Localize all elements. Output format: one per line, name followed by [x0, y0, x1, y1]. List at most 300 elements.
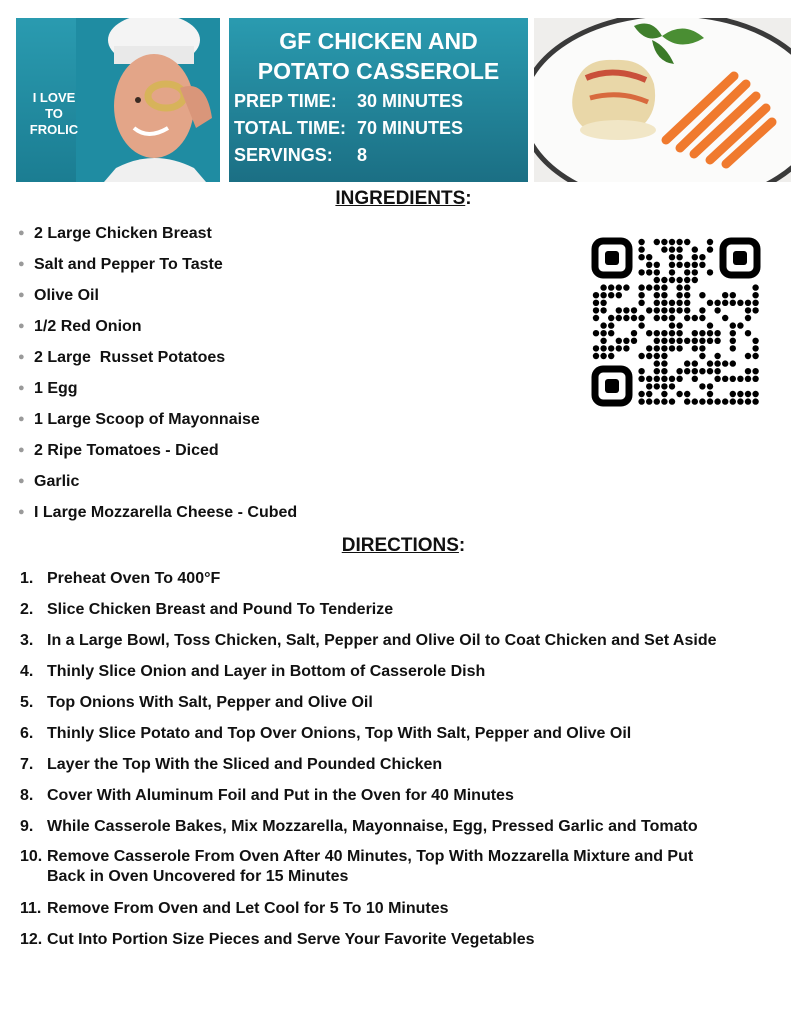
qr-dot: [684, 338, 690, 344]
qr-dot: [669, 269, 675, 275]
step-number: 1.: [20, 570, 34, 587]
ingredient-text: 2 Large Russet Potatoes: [34, 349, 226, 366]
qr-dot: [654, 338, 660, 344]
qr-dot: [684, 239, 690, 245]
qr-dot: [638, 391, 644, 397]
qr-dot: [646, 269, 652, 275]
qr-dot: [676, 376, 682, 382]
qr-dot: [692, 398, 698, 404]
qr-dot: [745, 307, 751, 313]
food-photo: [534, 18, 791, 182]
qr-code-icon[interactable]: [590, 236, 762, 408]
qr-dot: [752, 398, 758, 404]
qr-dot: [661, 307, 667, 313]
qr-dot: [654, 398, 660, 404]
list-item: [18, 404, 297, 435]
qr-dot: [600, 345, 606, 351]
ingredient-text: 1 Large Scoop of Mayonnaise: [34, 411, 260, 428]
list-item: [20, 893, 790, 924]
qr-dot: [745, 315, 751, 321]
qr-dot: [661, 292, 667, 298]
qr-dot: [707, 383, 713, 389]
title-panel: [229, 18, 528, 182]
qr-dot: [737, 376, 743, 382]
qr-dot: [745, 330, 751, 336]
chef-panel: [16, 18, 220, 182]
qr-dot: [608, 345, 614, 351]
list-item: [18, 342, 297, 373]
qr-dot: [676, 239, 682, 245]
qr-dot: [654, 239, 660, 245]
qr-dot: [616, 315, 622, 321]
step-text: Slice Chicken Breast and Pound To Tenderize: [47, 601, 394, 618]
qr-dot: [616, 292, 622, 298]
qr-dot: [608, 330, 614, 336]
step-number: 10.: [20, 848, 43, 865]
meta-label: PREP TIME:: [234, 91, 337, 111]
qr-dot: [684, 284, 690, 290]
list-item: [18, 466, 297, 497]
qr-dot: [646, 391, 652, 397]
step-text: Remove From Oven and Let Cool for 5 To 10 Minutes: [47, 900, 449, 917]
qr-dot: [730, 338, 736, 344]
qr-dot: [676, 391, 682, 397]
food-panel: [534, 18, 791, 182]
qr-dot: [752, 353, 758, 359]
qr-dot: [654, 292, 660, 298]
qr-dot: [600, 300, 606, 306]
directions-list: [20, 563, 790, 955]
ingredient-text: 2 Ripe Tomatoes - Diced: [34, 442, 219, 459]
bullet-icon: ●: [18, 413, 25, 425]
ingredient-text: Salt and Pepper To Taste: [34, 256, 223, 273]
qr-dot: [714, 300, 720, 306]
qr-dot: [661, 246, 667, 252]
qr-dot: [707, 239, 713, 245]
qr-dot: [699, 292, 705, 298]
qr-dot: [623, 345, 629, 351]
qr-dot: [692, 277, 698, 283]
qr-dot: [608, 284, 614, 290]
list-item: [20, 625, 790, 656]
qr-dot: [714, 360, 720, 366]
qr-dot: [745, 376, 751, 382]
qr-dot: [676, 284, 682, 290]
qr-dot: [699, 307, 705, 313]
qr-dot: [616, 284, 622, 290]
qr-dot: [608, 353, 614, 359]
qr-dot: [646, 254, 652, 260]
ingredient-text: Olive Oil: [34, 287, 99, 304]
bullet-icon: ●: [18, 227, 25, 239]
step-number: 11.: [20, 900, 42, 917]
qr-dot: [745, 353, 751, 359]
qr-dot: [646, 284, 652, 290]
qr-dot: [752, 391, 758, 397]
qr-dot: [707, 398, 713, 404]
qr-dot: [692, 368, 698, 374]
step-text: In a Large Bowl, Toss Chicken, Salt, Pepper and Olive Oil to Coat Chicken and Set Aside: [47, 632, 717, 649]
step-text-line: Remove Casserole From Oven After 40 Minutes, Top With Mozzarella Mixture and Put: [47, 848, 694, 865]
qr-dot: [752, 292, 758, 298]
qr-dot: [752, 376, 758, 382]
qr-dot: [737, 300, 743, 306]
qr-dot: [669, 307, 675, 313]
qr-dot: [631, 330, 637, 336]
qr-dot: [638, 376, 644, 382]
qr-dot: [669, 322, 675, 328]
meta-value: 8: [357, 145, 368, 165]
qr-dot: [684, 307, 690, 313]
qr-dot: [616, 345, 622, 351]
qr-dot: [638, 284, 644, 290]
recipe-meta: [234, 88, 463, 169]
qr-dot: [654, 376, 660, 382]
qr-dot: [699, 262, 705, 268]
qr-dot: [646, 383, 652, 389]
list-item: [18, 373, 297, 404]
qr-dot: [684, 391, 690, 397]
list-item: [20, 718, 790, 749]
qr-dot: [692, 246, 698, 252]
qr-dot: [616, 307, 622, 313]
qr-dot: [752, 300, 758, 306]
qr-dot: [707, 246, 713, 252]
qr-dot: [730, 345, 736, 351]
qr-dot: [699, 353, 705, 359]
qr-dot: [707, 330, 713, 336]
qr-dot: [600, 292, 606, 298]
qr-dot: [676, 300, 682, 306]
qr-dot: [669, 345, 675, 351]
qr-dot: [752, 307, 758, 313]
qr-dot: [752, 368, 758, 374]
qr-dot: [669, 376, 675, 382]
qr-dot: [669, 239, 675, 245]
qr-dot: [654, 307, 660, 313]
qr-dot: [593, 345, 599, 351]
list-item: [18, 497, 297, 528]
qr-dot: [684, 368, 690, 374]
qr-dot: [730, 398, 736, 404]
qr-dot: [661, 353, 667, 359]
step-number: 12.: [20, 931, 43, 948]
list-item: [18, 435, 297, 466]
qr-dot: [684, 292, 690, 298]
qr-dot: [669, 338, 675, 344]
qr-dot: [654, 269, 660, 275]
list-item: [20, 780, 790, 811]
qr-dot: [692, 376, 698, 382]
qr-dot: [707, 300, 713, 306]
meta-value: 70 MINUTES: [357, 118, 464, 138]
qr-dot: [623, 338, 629, 344]
list-item: [20, 811, 790, 842]
qr-dot: [707, 269, 713, 275]
ingredients-list: [18, 218, 297, 528]
list-item: [20, 924, 790, 955]
chef-photo: [76, 18, 220, 182]
qr-dot: [745, 368, 751, 374]
step-number: 5.: [20, 694, 34, 711]
qr-dot: [654, 284, 660, 290]
qr-dot: [661, 368, 667, 374]
qr-dot: [669, 330, 675, 336]
qr-dot: [730, 391, 736, 397]
qr-dot: [684, 269, 690, 275]
qr-dot: [631, 338, 637, 344]
qr-dot: [745, 300, 751, 306]
step-text: While Casserole Bakes, Mix Mozzarella, Mayonnaise, Egg, Pressed Garlic and Tomato: [47, 818, 698, 835]
qr-dot: [616, 338, 622, 344]
step-text: Thinly Slice Potato and Top Over Onions, Top With Salt, Pepper and Olive Oil: [47, 725, 632, 742]
badge-line: FROLIC: [29, 122, 79, 137]
bullet-icon: ●: [18, 351, 25, 363]
qr-dot: [654, 360, 660, 366]
qr-dot: [737, 391, 743, 397]
qr-dot: [631, 307, 637, 313]
recipe-title: [229, 26, 528, 86]
step-text: Layer the Top With the Sliced and Pounded Chicken: [47, 756, 443, 773]
step-number: 4.: [20, 663, 34, 680]
list-item: [20, 594, 790, 625]
step-text: Preheat Oven To 400°F: [47, 570, 221, 587]
qr-dot: [676, 368, 682, 374]
qr-dot: [654, 368, 660, 374]
total-time-row: [234, 115, 463, 142]
list-item: [20, 842, 790, 893]
qr-dot: [669, 254, 675, 260]
qr-dot: [623, 307, 629, 313]
list-item: [20, 656, 790, 687]
list-item: [20, 749, 790, 780]
qr-dot: [661, 315, 667, 321]
qr-dot: [714, 338, 720, 344]
heading-colon: :: [458, 535, 466, 556]
qr-dot: [676, 246, 682, 252]
qr-dot: [684, 360, 690, 366]
recipe-header: [16, 18, 791, 184]
list-item: [20, 563, 790, 594]
directions-heading-text: DIRECTIONS: [341, 535, 459, 556]
qr-dot: [692, 345, 698, 351]
step-number: 2.: [20, 601, 34, 618]
qr-dot: [646, 307, 652, 313]
qr-dot: [692, 269, 698, 275]
list-item: [20, 687, 790, 718]
qr-dot: [722, 300, 728, 306]
qr-dot: [745, 391, 751, 397]
qr-dot: [661, 300, 667, 306]
qr-dot: [684, 262, 690, 268]
list-item: [18, 280, 297, 311]
qr-dot: [707, 322, 713, 328]
qr-dot: [661, 239, 667, 245]
qr-dot: [661, 284, 667, 290]
qr-dot: [684, 277, 690, 283]
qr-dot: [654, 345, 660, 351]
bullet-icon: ●: [18, 382, 25, 394]
qr-dot: [707, 338, 713, 344]
meta-label: TOTAL TIME:: [234, 118, 346, 138]
qr-dot: [722, 315, 728, 321]
qr-dot: [638, 292, 644, 298]
list-item: [18, 249, 297, 280]
qr-dot: [608, 322, 614, 328]
qr-dot: [722, 398, 728, 404]
qr-dot: [638, 315, 644, 321]
qr-dot: [661, 330, 667, 336]
qr-dot: [654, 315, 660, 321]
step-text: Thinly Slice Onion and Layer in Bottom of Casserole Dish: [47, 663, 486, 680]
title-line: POTATO CASSEROLE: [257, 58, 500, 84]
qr-dot: [593, 353, 599, 359]
qr-dot: [722, 292, 728, 298]
bullet-icon: ●: [18, 320, 25, 332]
qr-dot: [714, 376, 720, 382]
qr-dot: [707, 391, 713, 397]
qr-dot: [692, 338, 698, 344]
ingredient-text: 1 Egg: [34, 380, 78, 397]
title-line: GF CHICKEN AND: [279, 28, 478, 54]
qr-dot: [684, 300, 690, 306]
qr-dot: [714, 353, 720, 359]
qr-dot: [646, 345, 652, 351]
qr-dot: [730, 376, 736, 382]
qr-dot: [638, 269, 644, 275]
list-item: [18, 311, 297, 342]
bullet-icon: ●: [18, 506, 25, 518]
qr-dot: [752, 284, 758, 290]
qr-dot: [593, 307, 599, 313]
qr-dot: [593, 300, 599, 306]
qr-dot: [676, 307, 682, 313]
qr-dot: [699, 330, 705, 336]
meta-label: SERVINGS:: [234, 145, 333, 165]
directions-heading: [0, 535, 807, 557]
qr-dot: [676, 292, 682, 298]
qr-dot: [730, 330, 736, 336]
frolic-badge: [24, 90, 84, 138]
heading-colon: :: [465, 188, 472, 209]
qr-dot: [661, 360, 667, 366]
ingredients-heading: [0, 188, 807, 210]
qr-dot: [646, 398, 652, 404]
qr-dot: [669, 277, 675, 283]
step-number: 8.: [20, 787, 34, 804]
qr-dot: [730, 300, 736, 306]
qr-dot: [646, 376, 652, 382]
qr-dot: [692, 360, 698, 366]
step-number: 7.: [20, 756, 34, 773]
qr-dot: [593, 292, 599, 298]
qr-dot: [638, 353, 644, 359]
step-text: Top Onions With Salt, Pepper and Olive Oil: [47, 694, 373, 711]
qr-dot: [593, 315, 599, 321]
qr-dot: [699, 398, 705, 404]
qr-dot: [669, 383, 675, 389]
bullet-icon: ●: [18, 444, 25, 456]
qr-dot: [638, 246, 644, 252]
qr-dot: [623, 284, 629, 290]
bullet-icon: ●: [18, 258, 25, 270]
qr-dot: [752, 338, 758, 344]
qr-dot: [676, 338, 682, 344]
qr-dot: [699, 383, 705, 389]
qr-dot: [661, 391, 667, 397]
qr-dot: [654, 277, 660, 283]
qr-dot: [600, 322, 606, 328]
step-number: 9.: [20, 818, 34, 835]
bullet-icon: ●: [18, 289, 25, 301]
qr-dot: [661, 383, 667, 389]
qr-dot: [661, 345, 667, 351]
qr-dot: [722, 360, 728, 366]
qr-dot: [692, 330, 698, 336]
qr-dot: [737, 322, 743, 328]
servings-row: [234, 142, 463, 169]
bullet-icon: ●: [18, 475, 25, 487]
qr-dot: [745, 398, 751, 404]
qr-dot: [699, 338, 705, 344]
qr-dot: [669, 300, 675, 306]
qr-dot: [676, 277, 682, 283]
qr-dot: [722, 376, 728, 382]
meta-value: 30 MINUTES: [357, 91, 464, 111]
badge-line: TO: [45, 106, 63, 121]
qr-dot: [714, 330, 720, 336]
qr-dot: [600, 353, 606, 359]
qr-dot: [730, 360, 736, 366]
qr-dot: [600, 338, 606, 344]
qr-dot: [692, 262, 698, 268]
ingredients-heading-text: INGREDIENTS: [335, 188, 466, 209]
qr-dot: [737, 398, 743, 404]
qr-dot: [676, 262, 682, 268]
qr-dot: [654, 330, 660, 336]
qr-dot: [608, 292, 614, 298]
qr-dot: [714, 368, 720, 374]
qr-dot: [646, 262, 652, 268]
qr-dot: [646, 353, 652, 359]
qr-dot: [699, 368, 705, 374]
qr-dot: [714, 398, 720, 404]
qr-dot: [699, 254, 705, 260]
step-text: Cut Into Portion Size Pieces and Serve Your Favorite Vegetables: [47, 931, 535, 948]
qr-dot: [676, 345, 682, 351]
qr-dot: [608, 315, 614, 321]
qr-dot: [638, 300, 644, 306]
qr-dot: [638, 239, 644, 245]
qr-dot: [623, 315, 629, 321]
qr-dot: [684, 315, 690, 321]
step-number: 6.: [20, 725, 34, 742]
qr-dot: [730, 292, 736, 298]
qr-dot: [669, 262, 675, 268]
qr-dot: [600, 307, 606, 313]
qr-dot: [676, 254, 682, 260]
list-item: [18, 218, 297, 249]
qr-dot: [600, 330, 606, 336]
qr-dot: [661, 398, 667, 404]
qr-dot: [646, 330, 652, 336]
qr-dot: [654, 353, 660, 359]
qr-dot: [661, 277, 667, 283]
qr-dot: [638, 398, 644, 404]
ingredient-text: Garlic: [34, 473, 80, 490]
qr-dot: [692, 254, 698, 260]
qr-dot: [699, 315, 705, 321]
